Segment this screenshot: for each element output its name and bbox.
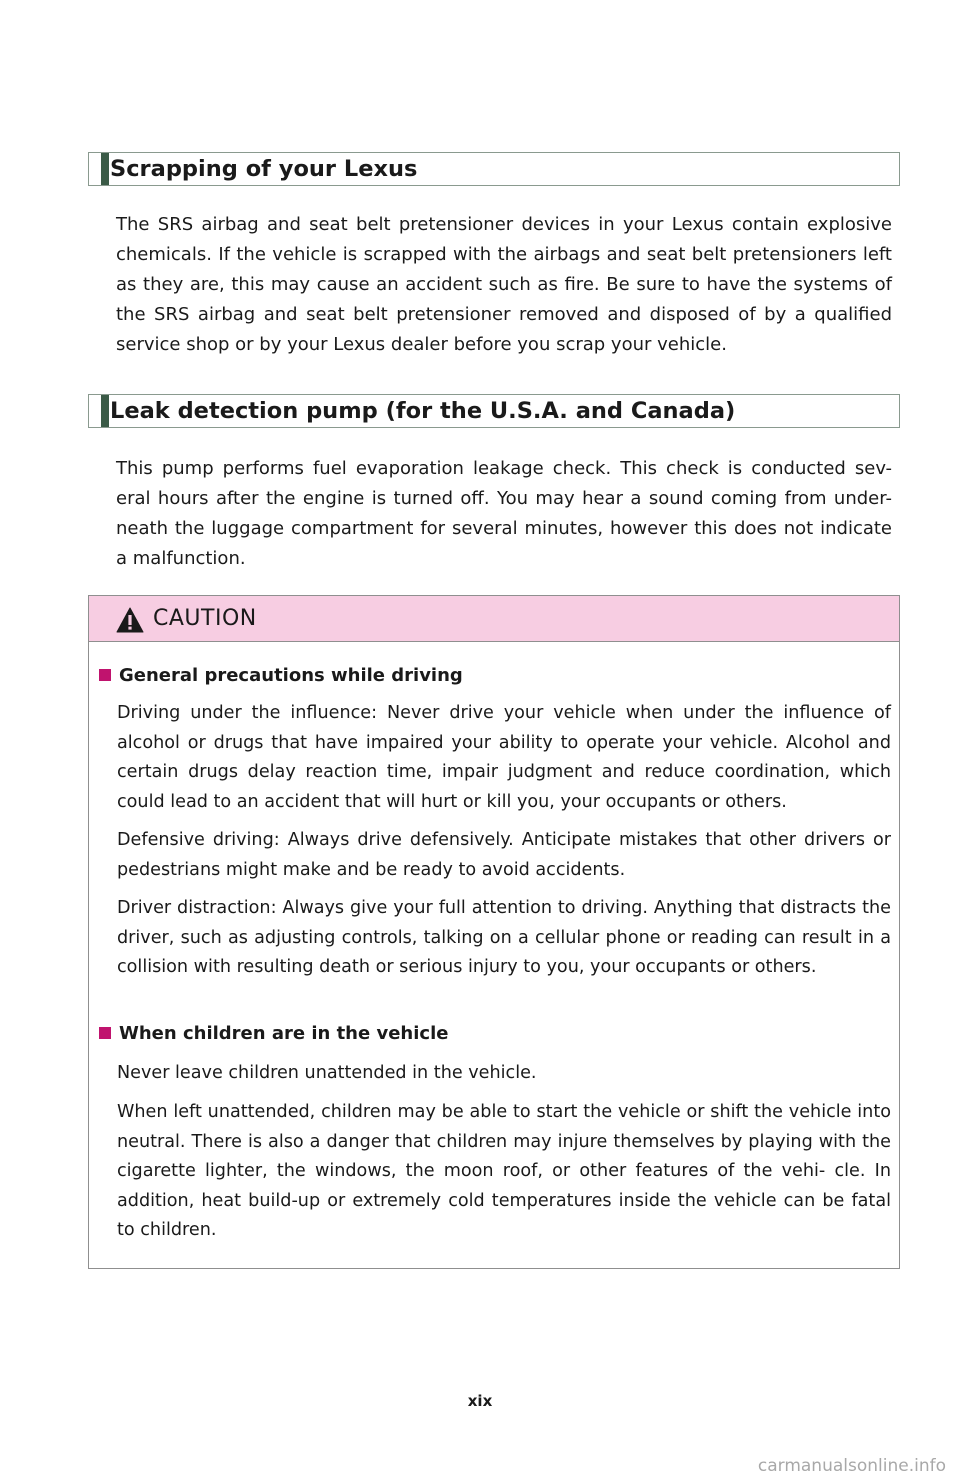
subheading-text: When children are in the vehicle [119, 1023, 449, 1044]
section-title: Leak detection pump (for the U.S.A. and Canada) [110, 398, 736, 424]
section-title: Scrapping of your Lexus [110, 156, 418, 182]
caution-subheading-general [99, 663, 463, 689]
caution-label: CAUTION [153, 606, 257, 631]
watermark: carmanualsonline.info [757, 1456, 946, 1476]
section-heading-leak-detection [88, 394, 900, 428]
caution-subheading-children [99, 1021, 448, 1047]
section-body-scrapping: The SRS airbag and seat belt pretensioner devices in your Lexus contain explosive chemicals. If the vehicle is scrapped with the airbags and seat belt pretensioners left as they are, this may cause an accident such as fire. Be sure to have the systems of the SRS airbag and seat belt pretensioner removed and disposed of by a qualified service shop or by your Lexus dealer before you scrap your vehicle. [116, 214, 892, 355]
caution-paragraph: Driving under the influence: Never drive your vehicle when under the influence of alcohol or drugs that have impaired your ability to operate your vehicle. Alcohol and certain drugs delay reaction time, impair judgment and reduce coordination, which could lead to an accident that will hurt or kill you, your occupants or others. [117, 703, 891, 812]
caution-paragraph: Defensive driving: Always drive defensively. Anticipate mistakes that other drivers or pedestrians might make and be ready to avoid accidents. [117, 830, 891, 880]
subheading-text: General precautions while driving [119, 665, 463, 686]
section-heading-scrapping [88, 152, 900, 186]
caution-box [88, 595, 900, 1269]
page-number: xix [467, 1392, 493, 1410]
heading-accent-bar [101, 395, 109, 427]
caution-paragraph: Never leave children unattended in the vehicle. [117, 1063, 537, 1083]
bullet-square-icon [99, 1027, 111, 1039]
caution-paragraph: Driver distraction: Always give your full attention to driving. Anything that distracts the driver, such as adjusting controls, talking on a cellular phone or reading can result in a collision with resulting death or serious injury to you, your occupants or others. [117, 898, 891, 977]
heading-accent-bar [101, 153, 109, 185]
warning-triangle-icon [116, 607, 144, 633]
caution-header [89, 596, 899, 642]
section-body-leak-detection: This pump performs fuel evaporation leakage check. This check is conducted sev- eral hours after the engine is turned off. You may hear a sound coming from under- neath the luggage compartment for several minutes, however this does not indicate a malfunction. [116, 458, 892, 569]
caution-paragraph: When left unattended, children may be able to start the vehicle or shift the vehicle into neutral. There is also a danger that children may injure themselves by playing with the cigarette lighter, the windows, the moon roof, or other features of the vehi- cle. In addition, heat build-up or extremely cold temperatures inside the vehicle can be fatal to children. [117, 1102, 891, 1240]
bullet-square-icon [99, 669, 111, 681]
